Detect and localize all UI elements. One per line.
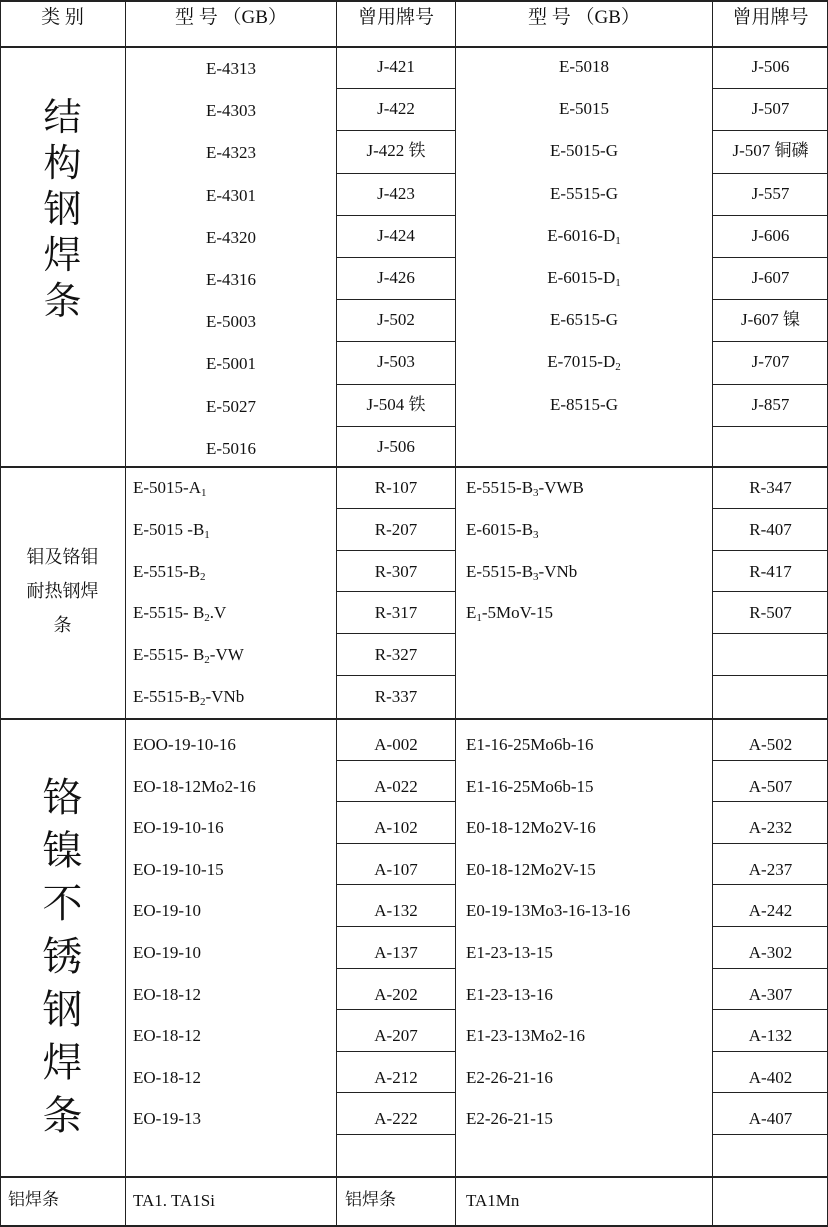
brand-row-rule (336, 88, 455, 89)
stainless-left-model: EO-18-12 (133, 1067, 201, 1087)
stainless-right-brand: A-502 (748, 735, 793, 754)
heat-right-brand: R-417 (749, 561, 792, 581)
stainless-category-char: 焊 (42, 1040, 83, 1085)
header-model-gb: 型 号 （GB） (175, 7, 287, 28)
structural-category-char: 焊 (43, 235, 82, 277)
stainless-left-brand: A-207 (374, 1026, 418, 1046)
brand-row-rule (336, 1051, 455, 1052)
structural-left-brand: J-422 铁 (366, 141, 426, 161)
stainless-left-model: EO-18-12 (133, 984, 201, 1004)
header-category: 类 别 (41, 7, 84, 28)
heat-left-model: E-5515- $B_2-VW$ (133, 645, 244, 667)
brand-row-rule (712, 341, 827, 342)
stainless-left-brand: A-102 (374, 818, 418, 838)
stainless-right-brand: A-132 (748, 1026, 793, 1046)
structural-left-brand: J-503 (377, 352, 415, 372)
stainless-category-char: 条 (42, 1093, 83, 1138)
heat-left-brand: R-307 (374, 561, 418, 581)
stainless-right-brand: A-237 (748, 859, 793, 879)
brand-row-rule (336, 1009, 455, 1010)
structural-right-model: E-6515-G (550, 310, 618, 330)
stainless-left-brand: A-002 (374, 735, 418, 754)
stainless-category-char: 铬 (42, 775, 83, 820)
stainless-left-model: EO-19-10 (133, 901, 201, 921)
structural-left-brand: J-422 (377, 99, 415, 119)
stainless-right-brand: A-232 (748, 818, 793, 838)
column-rule (125, 0, 126, 1227)
structural-left-model: E-4313 (205, 59, 257, 78)
brand-row-rule (712, 591, 827, 592)
structural-left-model: E-5001 (205, 354, 257, 374)
brand-row-rule (336, 968, 455, 969)
stainless-right-brand: A-302 (748, 943, 793, 962)
brand-row-rule (712, 801, 827, 802)
stainless-right-model: E1-16-25Mo6b-15 (466, 776, 594, 796)
structural-right-model: E-5015-G (550, 141, 618, 161)
structural-left-brand: J-423 (377, 183, 415, 203)
structural-right-brand: J-607 (751, 268, 790, 287)
structural-category-char: 钢 (43, 189, 82, 231)
brand-row-rule (336, 843, 455, 844)
stainless-category-char: 锈 (42, 934, 83, 979)
brand-row-rule (336, 926, 455, 927)
stainless-right-model: E0-18-12Mo2V-16 (466, 818, 596, 838)
heat-left-model: E-5515- $B_2.V$ (133, 603, 227, 625)
structural-left-model: E-5016 (205, 438, 257, 458)
heat-left-brand: R-207 (374, 519, 418, 539)
structural-left-model: E-4323 (205, 143, 257, 163)
stainless-right-model: E1-16-25Mo6b-16 (466, 735, 594, 754)
brand-row-rule (712, 760, 827, 761)
heat-right-model: $E-6015-B_3$ (466, 519, 539, 541)
heat-left-model: $E-5515-B_2$-VNb (133, 687, 245, 708)
stainless-right-model: E1-23-13-15 (466, 943, 553, 962)
heat-right-model: $E-5515-B_3$-VNb (466, 561, 578, 583)
heat-left-brand: R-317 (374, 603, 418, 623)
structural-category-char: 条 (43, 281, 82, 323)
structural-left-brand: J-502 (377, 310, 415, 330)
structural-left-model: E-4303 (205, 101, 257, 121)
heat-left-brand: R-107 (374, 478, 418, 497)
brand-row-rule (712, 88, 827, 89)
structural-category-char: 构 (43, 143, 82, 185)
heat-right-brand: R-407 (749, 519, 792, 539)
brand-row-rule (336, 801, 455, 802)
stainless-left-model: EO-18-12Mo2-16 (133, 776, 256, 796)
stainless-right-model: E2-26-21-15 (466, 1109, 553, 1129)
stainless-right-model: E0-18-12Mo2V-15 (466, 859, 596, 879)
structural-right-brand: J-606 (751, 225, 790, 245)
header-old-brand-2: 曾用牌号 (732, 7, 809, 28)
brand-row-rule (336, 257, 455, 258)
structural-left-model: E-4320 (205, 227, 257, 247)
structural-right-brand: J-506 (751, 57, 790, 76)
stainless-right-model: E2-26-21-16 (466, 1067, 553, 1087)
structural-right-model: E-8515-G (550, 394, 618, 414)
structural-category-char: 结 (43, 97, 82, 139)
brand-row-rule (336, 341, 455, 342)
heat-right-brand: R-347 (749, 478, 792, 497)
structural-right-model: E-5015 (558, 99, 610, 119)
heat-resistant-category-line: 耐热钢焊 (26, 581, 99, 601)
heat-right-brand: R-507 (749, 603, 792, 623)
stainless-left-model: EO-19-10-16 (133, 818, 224, 838)
stainless-right-brand: A-242 (748, 901, 793, 921)
structural-left-brand: J-504 铁 (366, 394, 426, 414)
heat-left-model: $E-5015-A_1$ (133, 478, 207, 499)
structural-right-brand: J-557 (751, 183, 790, 203)
brand-row-rule (336, 633, 455, 634)
header-old-brand: 曾用牌号 (357, 7, 434, 28)
aluminum-right-model: TA1Mn (466, 1191, 520, 1210)
stainless-left-model: EO-19-10-15 (133, 859, 224, 879)
brand-row-rule (712, 426, 827, 427)
brand-row-rule (336, 299, 455, 300)
heat-left-model: E-5015 $-B_1$ (133, 519, 210, 541)
brand-row-rule (712, 508, 827, 509)
brand-row-rule (712, 926, 827, 927)
stainless-left-model: EO-18-12 (133, 1026, 201, 1046)
aluminum-category: 铝焊条 (8, 1190, 59, 1209)
header-model-gb-2: 型 号 （GB） (528, 7, 640, 28)
stainless-left-model: EOO-19-10-16 (133, 735, 236, 754)
stainless-left-brand: A-132 (374, 901, 418, 921)
structural-right-brand: J-857 (751, 394, 790, 414)
stainless-right-model: E1-23-13-16 (466, 984, 553, 1004)
column-rule (336, 0, 337, 1227)
stainless-right-model: E1-23-13Mo2-16 (466, 1026, 585, 1046)
brand-row-rule (712, 968, 827, 969)
brand-row-rule (712, 884, 827, 885)
brand-row-rule (336, 173, 455, 174)
brand-row-rule (712, 1134, 827, 1135)
brand-row-rule (336, 508, 455, 509)
brand-row-rule (712, 1051, 827, 1052)
stainless-right-model: E0-19-13Mo3-16-13-16 (466, 901, 631, 921)
column-rule (712, 0, 713, 1227)
structural-left-brand: J-506 (377, 436, 415, 456)
structural-left-model: E-4316 (205, 270, 257, 289)
heat-left-brand: R-337 (374, 687, 418, 706)
brand-row-rule (336, 760, 455, 761)
heat-left-brand: R-327 (374, 645, 418, 665)
structural-left-brand: J-424 (377, 225, 415, 245)
stainless-left-model: EO-19-13 (133, 1109, 201, 1129)
structural-left-brand: J-426 (377, 268, 415, 287)
brand-row-rule (712, 130, 827, 131)
brand-row-rule (712, 675, 827, 676)
column-rule (455, 0, 456, 1227)
structural-right-model: $E-6016-D_1$ (547, 225, 621, 247)
brand-row-rule (712, 173, 827, 174)
structural-left-model: E-5003 (205, 312, 257, 332)
stainless-left-brand: A-212 (374, 1067, 418, 1087)
stainless-left-brand: A-137 (374, 943, 418, 962)
structural-right-model: E-5018 (558, 57, 610, 76)
heat-left-model: $E-5515-B_2$ (133, 561, 206, 583)
aluminum-left-model: TA1. TA1Si (133, 1191, 215, 1210)
brand-row-rule (336, 591, 455, 592)
stainless-left-brand: A-022 (374, 776, 418, 796)
brand-row-rule (712, 633, 827, 634)
structural-right-model: $E-6015-D_1$ (547, 268, 621, 289)
brand-row-rule (336, 675, 455, 676)
structural-right-brand: J-507 (751, 99, 790, 119)
stainless-right-brand: A-507 (748, 776, 793, 796)
brand-row-rule (336, 550, 455, 551)
structural-right-model: E-5515-G (550, 183, 618, 203)
heat-right-model: $E-5515-B_3$-VWB (466, 478, 584, 499)
heat-right-model: $E_1-5MoV-15$ (466, 603, 554, 625)
brand-row-rule (336, 1134, 455, 1135)
structural-left-brand: J-421 (377, 57, 415, 76)
stainless-right-brand: A-402 (748, 1067, 793, 1087)
stainless-left-brand: A-202 (374, 984, 418, 1004)
brand-row-rule (712, 299, 827, 300)
stainless-category-char: 镍 (42, 828, 83, 873)
stainless-right-brand: A-307 (748, 984, 793, 1004)
heat-resistant-category-line: 条 (53, 615, 72, 635)
structural-right-brand: J-707 (751, 352, 790, 372)
brand-row-rule (336, 130, 455, 131)
stainless-left-model: EO-19-10 (133, 943, 201, 962)
stainless-left-brand: A-107 (374, 859, 418, 879)
structural-left-model: E-4301 (205, 185, 257, 205)
stainless-right-brand: A-407 (748, 1109, 793, 1129)
brand-row-rule (712, 843, 827, 844)
structural-right-brand: J-507 铜磷 (732, 141, 809, 161)
brand-row-rule (336, 215, 455, 216)
aluminum-left-brand: 铝焊条 (345, 1190, 396, 1209)
brand-row-rule (712, 384, 827, 385)
structural-left-model: E-5027 (205, 396, 257, 416)
brand-row-rule (712, 257, 827, 258)
brand-row-rule (712, 1092, 827, 1093)
brand-row-rule (336, 1092, 455, 1093)
brand-row-rule (336, 884, 455, 885)
structural-right-model: $E-7015-D_2$ (547, 352, 621, 374)
brand-row-rule (336, 384, 455, 385)
heat-resistant-category-line: 钼及铬钼 (26, 547, 99, 567)
brand-row-rule (712, 215, 827, 216)
brand-row-rule (336, 426, 455, 427)
structural-right-brand: J-607 镍 (740, 310, 801, 330)
stainless-category-char: 钢 (42, 987, 83, 1032)
column-rule (0, 0, 1, 1227)
brand-row-rule (712, 1009, 827, 1010)
stainless-category-char: 不 (42, 881, 83, 926)
stainless-left-brand: A-222 (374, 1109, 418, 1129)
brand-row-rule (712, 550, 827, 551)
